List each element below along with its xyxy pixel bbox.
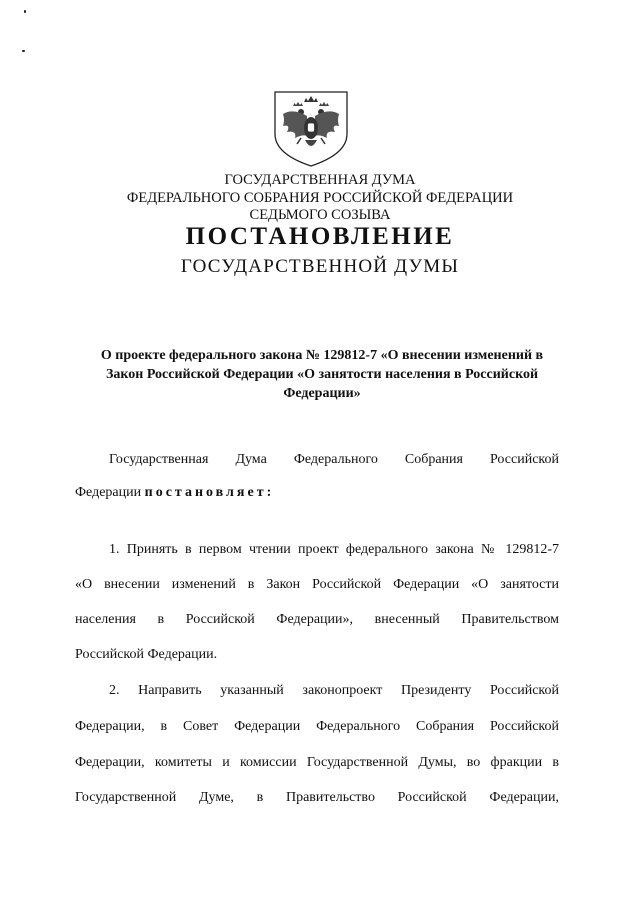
item2-line: Федерации, комитеты и комиссии Государственной Думы, во фракции в (75, 755, 559, 770)
subject-line: Закон Российской Федерации «О занятости населения в Российской (105, 367, 539, 382)
document-subject (80, 346, 564, 403)
header-line-duma: ГОСУДАРСТВЕННАЯ ДУМА (224, 172, 416, 188)
item1-line: 1. Принять в первом чтении проект федерального закона № 129812-7 (109, 542, 559, 557)
resolves-word: постановляет: (144, 485, 275, 500)
subject-line: О проекте федерального закона № 129812-7 «О внесении изменений в (100, 348, 544, 363)
coat-of-arms-emblem (271, 90, 351, 168)
scan-speck (22, 50, 25, 52)
item1-line: «О внесении изменений в Закон Российской Федерации «О занятости (75, 577, 559, 592)
item2-line: Государственной Думе, в Правительство Российской Федерации, (75, 790, 559, 805)
preamble-word: Федерации (75, 485, 142, 500)
item2-line: Федерации, в Совет Федерации Федерального Собрания Российской (75, 719, 559, 734)
document-title: ПОСТАНОВЛЕНИЕ (185, 223, 455, 250)
scan-speck (24, 10, 26, 13)
item1-line: Российской Федерации. (75, 647, 218, 662)
document-subtitle: ГОСУДАРСТВЕННОЙ ДУМЫ (180, 256, 460, 277)
item2-line: 2. Направить указанный законопроект Президенту Российской (109, 683, 559, 698)
header-line-convocation: СЕДЬМОГО СОЗЫВА (249, 207, 391, 223)
preamble-line: Государственная Дума Федерального Собрания Российской (109, 452, 559, 467)
subject-line: Федерации» (283, 386, 361, 401)
header-line-federal-assembly: ФЕДЕРАЛЬНОГО СОБРАНИЯ РОССИЙСКОЙ ФЕДЕРАЦИИ (126, 190, 514, 206)
item1-line: населения в Российской Федерации», внесенный Правительством (75, 612, 559, 627)
preamble-line (75, 485, 559, 501)
